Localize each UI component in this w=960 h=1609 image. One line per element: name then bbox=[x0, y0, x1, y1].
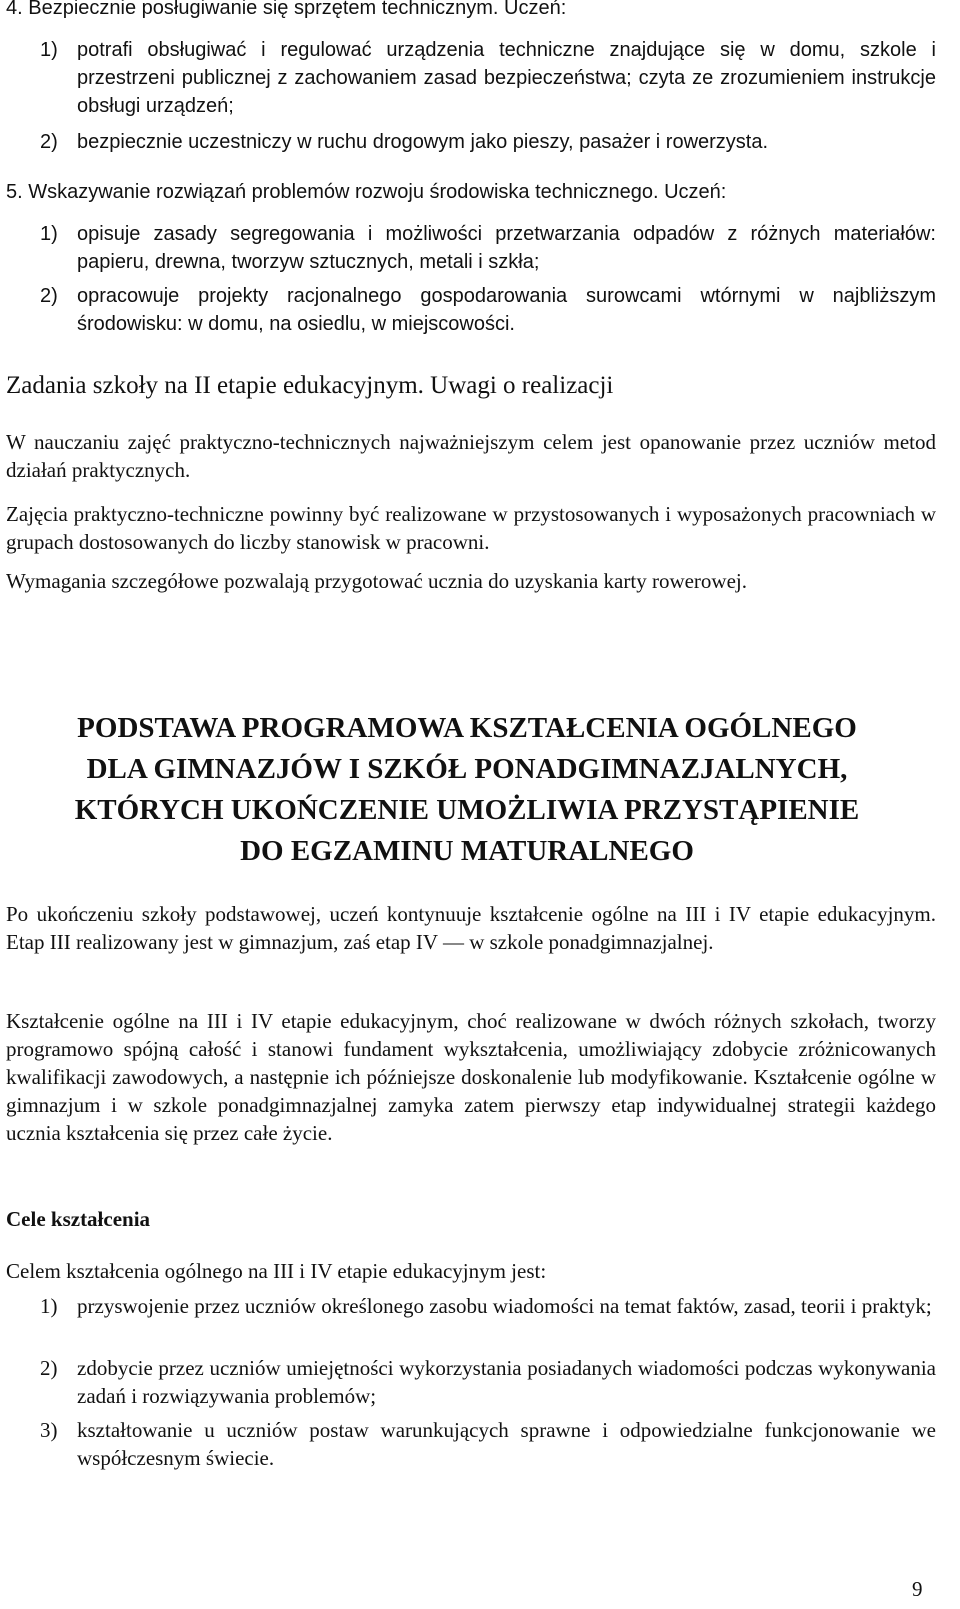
list-item bbox=[40, 1354, 936, 1410]
list-item-text: zdobycie przez uczniów umiejętności wykorzystania posiadanych wiadomości podczas wykonywania zadań i rozwiązywania problemów; bbox=[77, 1356, 936, 1408]
list-item-number: 1) bbox=[40, 1294, 58, 1318]
section-4-heading: 4. Bezpiecznie posługiwanie się sprzętem technicznym. Uczeń: bbox=[6, 0, 567, 19]
list-item-number: 1) bbox=[40, 223, 58, 245]
paragraph: Kształcenie ogólne na III i IV etapie edukacyjnym, choć realizowane w dwóch różnych szkołach, tworzy programowo spójną całość i stanowi fundament wykształcenia, umożliwiający zdobycie zróżnicowanych kwalifikacji zawodowych, a następnie ich późniejsze doskonalenie lub modyfikowanie. Kształcenie ogólne w gimnazjum i w szkole ponadgimnazjalnej zamyka zatem pierwszy etap indywidualnej strategii każdego ucznia kształcenia się przez całe życie. bbox=[6, 1009, 936, 1145]
section-heading: Zadania szkoły na II etapie edukacyjnym. Uwagi o realizacji bbox=[6, 372, 614, 399]
list-item-number: 1) bbox=[40, 39, 58, 61]
list-item-text: przyswojenie przez uczniów określonego zasobu wiadomości na temat faktów, zasad, teorii i praktyk; bbox=[77, 1294, 932, 1318]
paragraph: Zajęcia praktyczno-techniczne powinny być realizowane w przystosowanych i wyposażonych pracowniach w grupach dostosowanych do liczby stanowisk w pracowni. bbox=[6, 502, 936, 554]
list-item-text: opracowuje projekty racjonalnego gospodarowania surowcami wtórnymi w najbliższym środowisku: w domu, na osiedlu, w miejscowości. bbox=[77, 285, 936, 335]
main-title-line: PODSTAWA PROGRAMOWA KSZTAŁCENIA OGÓLNEGO bbox=[77, 712, 857, 744]
section-5-heading: 5. Wskazywanie rozwiązań problemów rozwoju środowiska technicznego. Uczeń: bbox=[6, 181, 727, 203]
page-number: 9 bbox=[912, 1577, 923, 1601]
list-item bbox=[40, 282, 936, 338]
paragraph: W nauczaniu zajęć praktyczno-technicznych najważniejszym celem jest opanowanie przez uczniów metod działań praktycznych. bbox=[6, 430, 936, 482]
list-item-number: 2) bbox=[40, 1356, 58, 1380]
list-item bbox=[40, 128, 936, 156]
list-item bbox=[40, 1416, 936, 1472]
list-item-text: kształtowanie u uczniów postaw warunkujących sprawne i odpowiedzialne funkcjonowanie we współczesnym świecie. bbox=[77, 1418, 936, 1470]
list-item-text: opisuje zasady segregowania i możliwości przetwarzania odpadów z różnych materiałów: papieru, drewna, tworzyw sztucznych, metali i szkła; bbox=[77, 223, 936, 273]
main-title-line: KTÓRYCH UKOŃCZENIE UMOŻLIWIA PRZYSTĄPIENIE bbox=[74, 794, 860, 826]
goals-heading: Cele kształcenia bbox=[6, 1207, 151, 1231]
main-title-line: DO EGZAMINU MATURALNEGO bbox=[240, 835, 694, 867]
list-item-number: 2) bbox=[40, 285, 58, 307]
list-item-text: potrafi obsługiwać i regulować urządzenia techniczne znajdujące się w domu, szkole i przestrzeni publicznej z zachowaniem zasad bezpieczeństwa; czyta ze zrozumieniem instrukcje obsługi urządzeń; bbox=[77, 39, 936, 117]
list-item bbox=[40, 220, 936, 276]
paragraph: Po ukończeniu szkoły podstawowej, uczeń kontynuuje kształcenie ogólne na III i IV etapie edukacyjnym. Etap III realizowany jest w gimnazjum, zaś etap IV — w szkole ponadgimnazjalnej. bbox=[6, 902, 936, 954]
list-item-number: 2) bbox=[40, 131, 58, 153]
list-item-text: bezpiecznie uczestniczy w ruchu drogowym jako pieszy, pasażer i rowerzysta. bbox=[77, 131, 769, 153]
list-item bbox=[40, 36, 936, 120]
list-item-number: 3) bbox=[40, 1418, 58, 1442]
main-title-line: DLA GIMNAZJÓW I SZKÓŁ PONADGIMNAZJALNYCH, bbox=[86, 753, 848, 785]
list-item bbox=[40, 1292, 936, 1320]
paragraph: Wymagania szczegółowe pozwalają przygotować ucznia do uzyskania karty rowerowej. bbox=[6, 569, 747, 593]
main-title bbox=[0, 708, 934, 872]
goals-lead: Celem kształcenia ogólnego na III i IV etapie edukacyjnym jest: bbox=[6, 1259, 547, 1283]
